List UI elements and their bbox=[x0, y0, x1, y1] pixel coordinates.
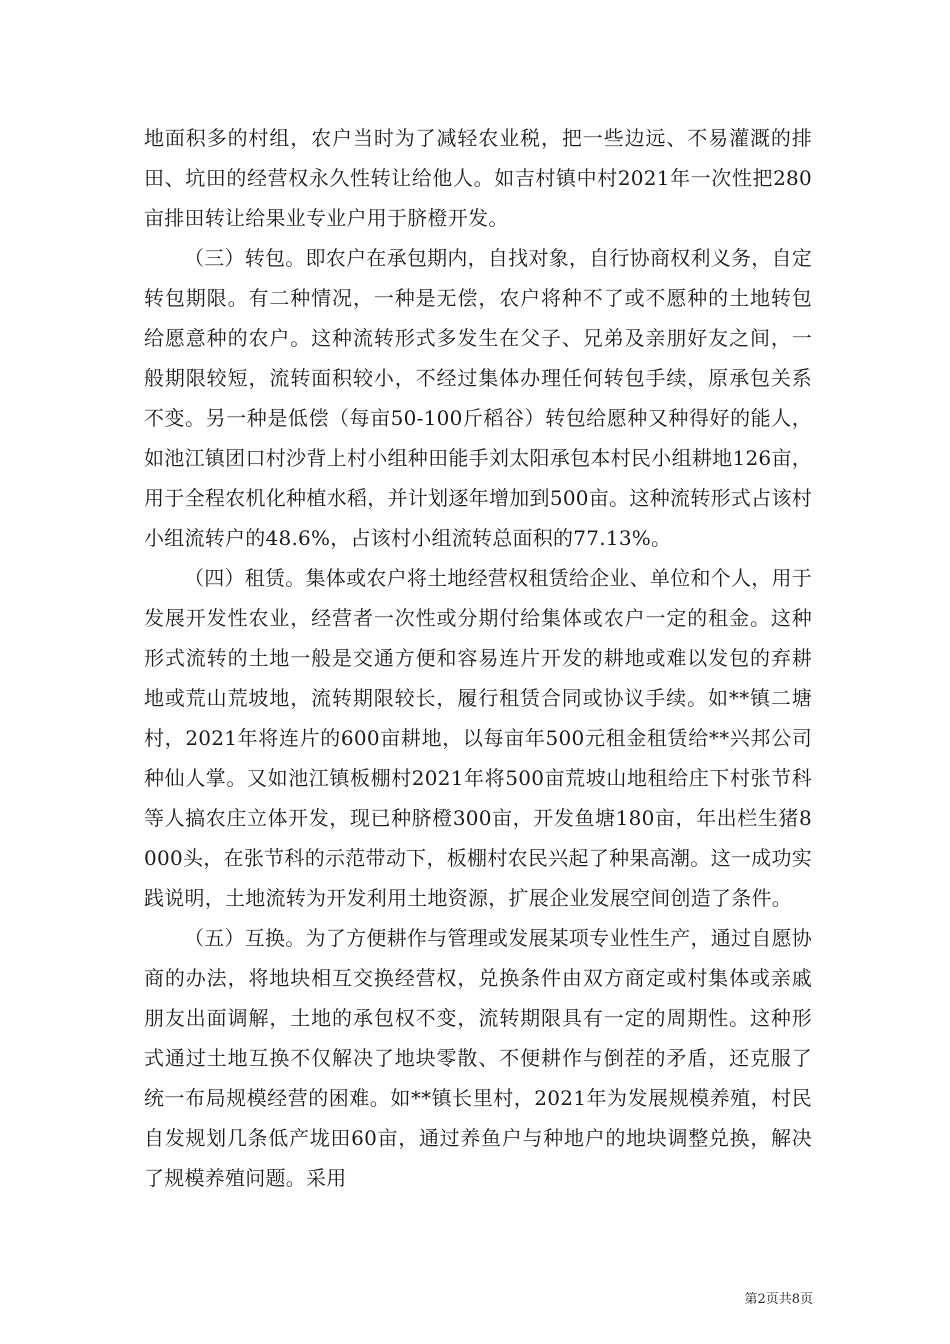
paragraph-continuation: 地面积多的村组，农户当时为了减轻农业税，把一些边远、不易灌溉的排田、坑田的经营权永久性转让给他人。如吉村镇中村2021年一次性把280亩排田转让给果业专业户用于脐橙开发。 bbox=[144, 126, 812, 230]
page-footer bbox=[0, 1290, 813, 1310]
document-body bbox=[144, 118, 812, 1198]
page-number-label: 第2页共8页 bbox=[744, 1292, 813, 1307]
paragraph-subcontracting: （三）转包。即农户在承包期内，自找对象，自行协商权利义务，自定转包期限。有二种情况，一种是无偿，农户将种不了或不愿种的土地转包给愿意种的农户。这种流转形式多发生在父子、兄弟及亲朋好友之间，一般期限较短，流转面积较小，不经过集体办理任何转包手续，原承包关系不变。另一种是低偿（每亩50-100斤稻谷）转包给愿种又种得好的能人，如池江镇团口村沙背上村小组种田能手刘太阳承包本村民小组耕地126亩，用于全程农机化种植水稻，并计划逐年增加到500亩。这种流转形式占该村小组流转户的48.6%，占该村小组流转总面积的77.13%。 bbox=[144, 246, 812, 550]
paragraph-leasing: （四）租赁。集体或农户将土地经营权租赁给企业、单位和个人，用于发展开发性农业，经营者一次性或分期付给集体或农户一定的租金。这种形式流转的土地一般是交通方便和容易连片开发的耕地或难以发包的弃耕地或荒山荒坡地，流转期限较长，履行租赁合同或协议手续。如**镇二塘村，2021年将连片的600亩耕地，以每亩年500元租金租赁给**兴邦公司种仙人掌。又如池江镇板棚村2021年将500亩荒坡山地租给庄下村张节科等人搞农庄立体开发，现已种脐橙300亩，开发鱼塘180亩，年出栏生猪8000头，在张节科的示范带动下，板棚村农民兴起了种果高潮。这一成功实践说明，土地流转为开发利用土地资源，扩展企业发展空间创造了条件。 bbox=[144, 566, 812, 910]
paragraph-exchange: （五）互换。为了方便耕作与管理或发展某项专业性生产，通过自愿协商的办法，将地块相互交换经营权，兑换条件由双方商定或村集体或亲戚朋友出面调解，土地的承包权不变，流转期限具有一定的周期性。这种形式通过土地互换不仅解决了地块零散、不便耕作与倒茬的矛盾，还克服了统一布局规模经营的困难。如**镇长里村，2021年为发展规模养殖，村民自发规划几条低产垅田60亩，通过养鱼户与种地户的地块调整兑换，解决了规模养殖问题。采用 bbox=[144, 926, 812, 1190]
